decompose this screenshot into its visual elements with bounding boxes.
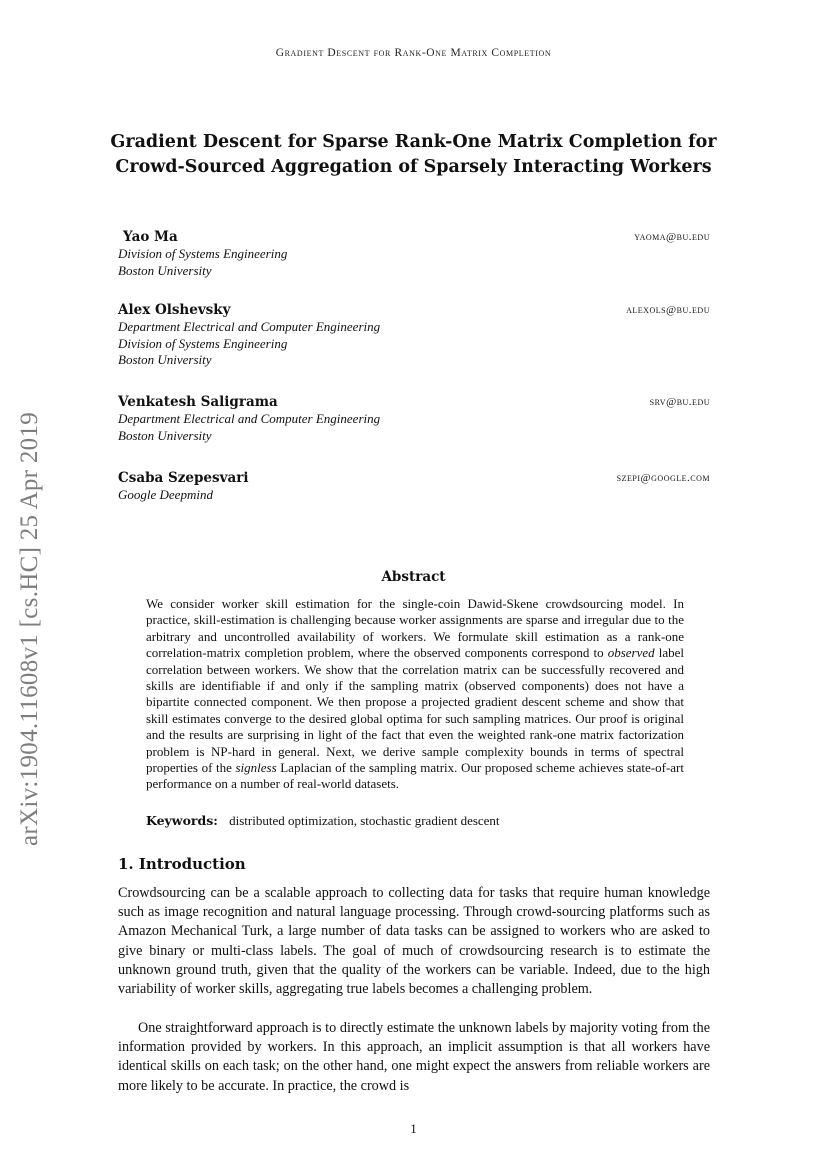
running-header: Gradient Descent for Rank-One Matrix Completion (275, 47, 552, 59)
author-affiliation: Division of Systems Engineering (118, 335, 288, 351)
keywords-text: distributed optimization, stochastic gradient descent (229, 813, 500, 828)
abstract-text-part: label correlation between workers. We show that the correlation matrix can be successfully recovered and skills are identifiable if and only if the sampling matrix (observed components) does not have a bipartite connected component. We then propose a projected gradient descent scheme and show that skill estimates converge to the desired global optima for such sampling matrices. Our proof is original and the results are surprising in light of the fact that even the weighted rank-one matrix factorization problem is NP-hard in general. Next, we derive sample complexity bounds in terms of spectral properties of the (146, 645, 684, 776)
body-paragraph: One straightforward approach is to directly estimate the unknown labels by majority voting from the information provided by workers. In this approach, an implicit assumption is that all workers have identical skills on each task; on the other hand, one might expect the answers from reliable workers are more likely to be accurate. In practice, the crowd is (118, 1020, 710, 1094)
page-number: 1 (410, 1121, 417, 1136)
abstract-heading: Abstract (381, 569, 446, 585)
author-affiliation: Boston University (118, 427, 212, 443)
author-block (118, 470, 710, 504)
body-paragraph: Crowdsourcing can be a scalable approach to collecting data for tasks that require human knowledge such as image recognition and natural language processing. Through crowd-sourcing platforms such as Amazon Mechanical Turk, a large number of data tasks can be assigned to workers who are asked to give binary or multi-class labels. The goal of much of crowdsourcing research is to estimate the unknown ground truth, given that the quality of the workers can be variable. Indeed, due to the high variability of worker skills, aggregating true labels becomes a challenging problem. (118, 885, 710, 998)
abstract-text-part: We consider worker skill estimation for the single-coin Dawid-Skene crowdsourcing model. In practice, skill-estimation is challenging because worker assignments are sparse and irregular due to the arbitrary and uncontrolled availability of workers. We formulate skill estimation as a rank-one correlation-matrix completion problem, where the observed components correspond to (146, 596, 684, 661)
author-affiliation: Boston University (118, 262, 212, 278)
keywords (146, 813, 684, 829)
author-name: Csaba Szepesvari (118, 470, 249, 486)
abstract-emphasis: observed (607, 645, 655, 661)
author-block (118, 302, 710, 369)
arxiv-stamp[interactable]: arXiv:1904.11608v1 [cs.HC] 25 Apr 2019 (16, 411, 43, 846)
author-name: Venkatesh Saligrama (118, 394, 278, 410)
abstract-text (146, 596, 684, 793)
author-email[interactable]: srv@bu.edu (649, 396, 710, 408)
author-affiliation: Division of Systems Engineering (118, 246, 288, 261)
author-block (118, 394, 710, 444)
author-affiliation: Department Electrical and Computer Engineering (118, 319, 381, 334)
author-affiliation: Department Electrical and Computer Engineering (118, 411, 381, 426)
author-affiliation: Boston University (118, 352, 212, 367)
author-name: Yao Ma (123, 229, 178, 245)
author-email[interactable]: yaoma@bu.edu (634, 231, 710, 243)
author-affiliation: Google Deepmind (118, 487, 213, 502)
author-block (118, 229, 710, 279)
paper-title: Gradient Descent for Sparse Rank-One Matrix Completion for Crowd-Sourced Aggregation of Sparsely Interacting Workers (110, 132, 717, 177)
abstract-emphasis: signless (235, 760, 277, 776)
author-email[interactable]: szepi@google.com (616, 472, 710, 484)
author-email[interactable]: alexols@bu.edu (626, 304, 710, 316)
abstract-text-part: Laplacian of the sampling matrix. Our proposed scheme achieves state-of-art performance on a number of real-world datasets. (146, 760, 684, 792)
section-heading-introduction: 1. Introduction (118, 855, 246, 873)
keywords-label: Keywords: (146, 813, 218, 828)
author-name: Alex Olshevsky (118, 302, 231, 318)
